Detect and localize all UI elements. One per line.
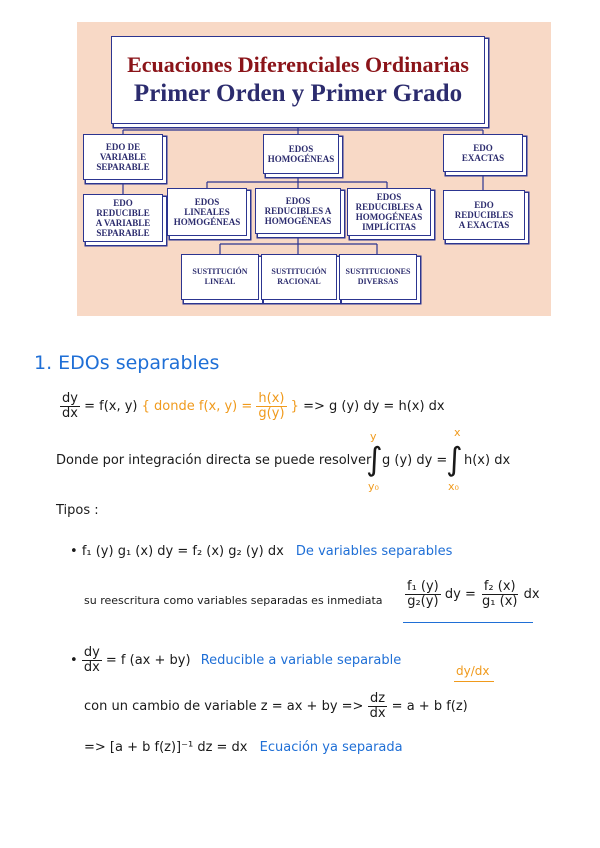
direct-integration-text: Donde por integración directa se puede resolver xyxy=(56,453,372,468)
node-variable-separable: EDO DE VARIABLE SEPARABLE xyxy=(83,134,163,180)
node-reducibles-homogeneas-implicitas: EDOS REDUCIBLES A HOMOGÉNEAS IMPLÍCITAS xyxy=(347,188,431,236)
type-2-line: • $\frac{dy}{dx}$ = f (ax + by) Reducible a variable separable xyxy=(70,645,402,675)
section-heading: 1. EDOs separables xyxy=(34,352,220,374)
node-reducibles-exactas: EDO REDUCIBLES A EXACTAS xyxy=(443,190,525,240)
type-1-line: • f₁ (y) g₁ (x) dy = f₂ (x) g₂ (y) dx De variables separables xyxy=(70,544,453,559)
bullet-icon: • xyxy=(70,544,78,559)
node-sustitucion-lineal: SUSTITUCIÓN LINEAL xyxy=(181,254,259,300)
node-lineales-homogeneas: EDOS LINEALES HOMOGÉNEAS xyxy=(167,188,247,236)
bullet-icon: • xyxy=(70,653,78,668)
node-homogeneas: EDOS HOMOGÉNEAS xyxy=(263,134,339,174)
underline xyxy=(403,622,533,623)
title-line-2: Primer Orden y Primer Grado xyxy=(133,80,463,107)
integral-sign-icon: ∫ xyxy=(366,440,383,478)
node-sustitucion-racional: SUSTITUCIÓN RACIONAL xyxy=(261,254,337,300)
tipos-label: Tipos : xyxy=(56,503,99,518)
node-sustituciones-diversas: SUSTITUCIONES DIVERSAS xyxy=(339,254,417,300)
type-2-change: con un cambio de variable z = ax + by => $\frac{dz}{dx}$ = a + b f(z) xyxy=(84,691,468,721)
type-2-result: => [a + b f(z)]⁻¹ dz = dx Ecuación ya separada xyxy=(84,740,403,755)
eq1-where-fraction: $\frac{h(x)}{g(y)}$ xyxy=(258,391,285,421)
concept-map-title xyxy=(111,36,485,124)
annotation-line xyxy=(454,681,494,682)
type-1-separated: $\frac{\text{f₁ (y)}}{\text{g₂(y)}}$ dy = $\frac{\text{f₂ (x)}}{\text{g₁ (x)}}$ dx xyxy=(407,579,540,609)
type-1-text: su reescritura como variables separadas es inmediata xyxy=(84,594,383,607)
equation-1: $\frac{dy}{dx}$ = f(x, y) { donde f(x, y) = $\frac{h(x)}{g(y)}$ } => g (y) dy = h(x) dx xyxy=(62,391,445,421)
title-line-1: Ecuaciones Diferenciales Ordinarias xyxy=(127,52,469,77)
node-exactas: EDO EXACTAS xyxy=(443,134,523,172)
derivative-annotation: dy/dx xyxy=(456,664,490,678)
node-reducible-variable-separable: EDO REDUCIBLE A VARIABLE SEPARABLE xyxy=(83,194,163,242)
integral-sign-icon: ∫ xyxy=(446,440,463,478)
concept-map xyxy=(77,22,551,316)
eq1-lhs-fraction: $\frac{dy}{dx}$ xyxy=(62,391,78,421)
node-reducibles-homogeneas: EDOS REDUCIBLES A HOMOGÉNEAS xyxy=(255,188,341,234)
